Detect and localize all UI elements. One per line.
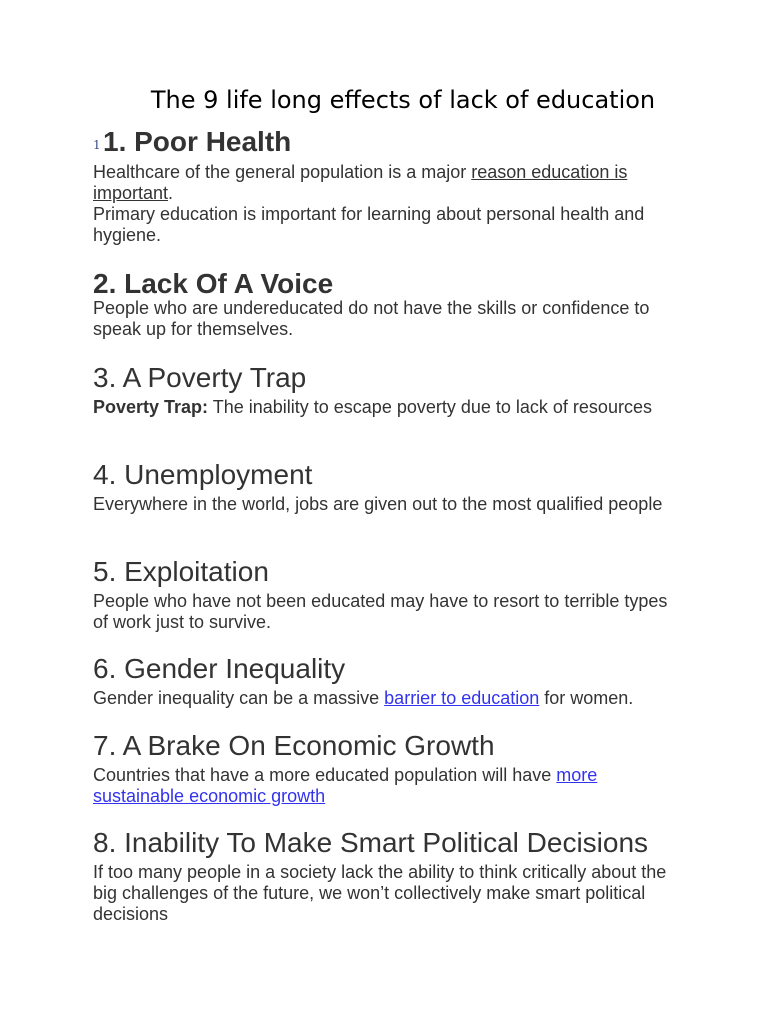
section-heading: 2. Lack Of A Voice — [93, 268, 334, 299]
section-paragraph: People who are undereducated do not have the skills or confidence to speak up for themselves. — [93, 298, 650, 339]
sustainable-economic-growth-link[interactable]: more sustainable economic growth — [93, 765, 598, 806]
section-lack-of-voice — [93, 268, 683, 340]
document-title: The 9 life long effects of lack of education — [150, 86, 656, 114]
section-paragraph: Everywhere in the world, jobs are given out to the most qualified people — [93, 494, 663, 514]
section-unemployment — [93, 459, 683, 515]
section-poverty-trap — [93, 362, 683, 418]
section-paragraph: If too many people in a society lack the ability to think critically about the big challenges of the future, we won’t collectively make smart political decisions — [93, 862, 667, 924]
paragraph-text: for women. — [539, 688, 634, 708]
section-heading: 4. Unemployment — [93, 459, 313, 490]
definition-term: Poverty Trap: — [93, 397, 209, 417]
section-paragraph: People who have not been educated may have to resort to terrible types of work just to survive. — [93, 591, 668, 632]
definition-text: The inability to escape poverty due to lack of resources — [208, 397, 652, 417]
paragraph-text: Gender inequality can be a massive — [93, 688, 385, 708]
section-paragraph — [93, 397, 683, 418]
section-political-decisions — [93, 827, 683, 925]
section-paragraph — [93, 162, 683, 204]
section-heading: 3. A Poverty Trap — [93, 362, 307, 393]
section-heading: 7. A Brake On Economic Growth — [93, 730, 495, 761]
reason-education-important-link[interactable]: reason education is important — [93, 162, 628, 203]
section-poor-health — [93, 126, 683, 246]
section-economic-growth — [93, 730, 683, 807]
section-exploitation — [93, 556, 683, 633]
section-heading: 8. Inability To Make Smart Political Decisions — [93, 827, 649, 858]
paragraph-text: Countries that have a more educated population will have — [93, 765, 557, 785]
paragraph-text: . — [168, 183, 174, 203]
barrier-to-education-link[interactable]: barrier to education — [384, 688, 540, 708]
section-gender-inequality — [93, 653, 683, 709]
paragraph-text: Healthcare of the general population is a major — [93, 162, 472, 182]
section-heading: 1. Poor Health — [103, 126, 292, 157]
section-paragraph — [93, 688, 683, 709]
footnote-marker[interactable]: 1 — [93, 138, 101, 152]
section-paragraph: Primary education is important for learning about personal health and hygiene. — [93, 204, 645, 245]
section-heading: 5. Exploitation — [93, 556, 269, 587]
section-heading: 6. Gender Inequality — [93, 653, 346, 684]
section-paragraph — [93, 765, 683, 807]
